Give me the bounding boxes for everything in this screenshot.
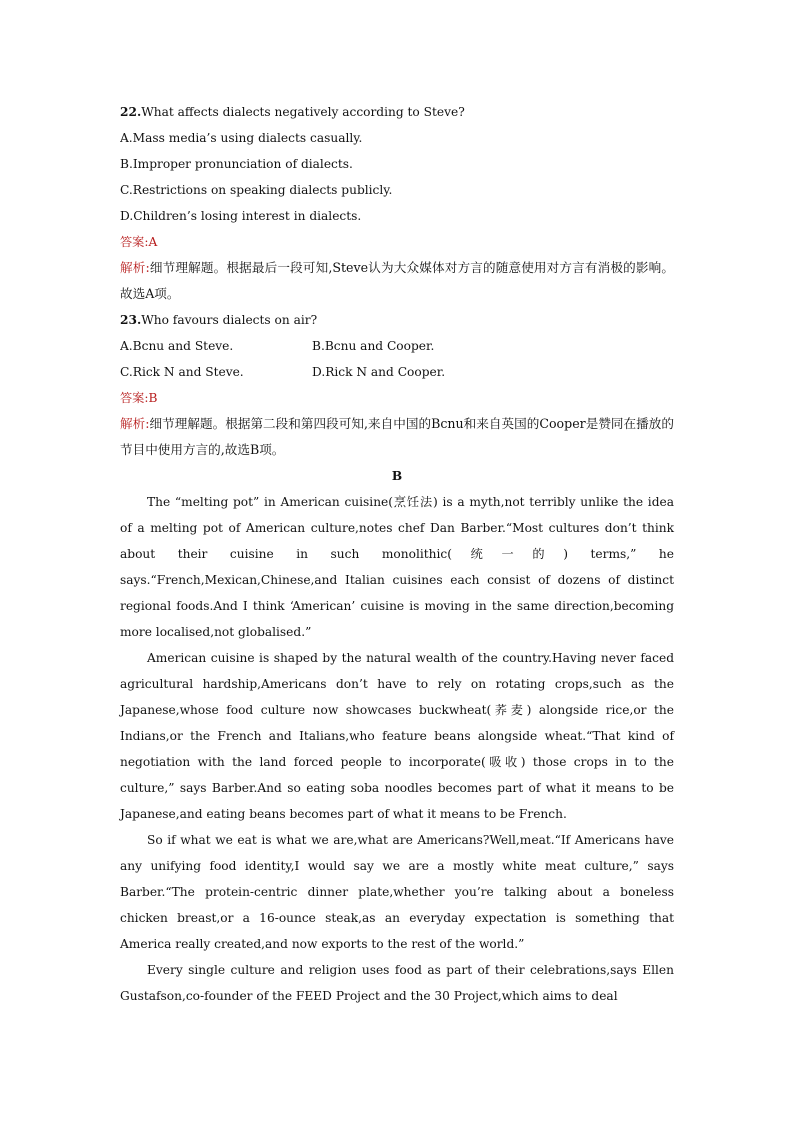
question-22-analysis-text: 细节理解题。根据最后一段可知,Steve认为大众媒体对方言的随意使用对方言有消极的影响。故选A项。 bbox=[120, 260, 674, 301]
question-22-analysis bbox=[120, 255, 674, 307]
question-23-analysis-text: 细节理解题。根据第二段和第四段可知,来自中国的Bcnu和来自英国的Cooper是赞同在播放的节目中使用方言的,故选B项。 bbox=[120, 416, 674, 457]
section-b bbox=[120, 463, 674, 1009]
question-23-option-b: B.Bcnu and Cooper. bbox=[312, 339, 435, 353]
question-22-option-d: D.Children’s losing interest in dialects. bbox=[120, 209, 362, 223]
question-23-analysis-label: 解析: bbox=[120, 416, 150, 431]
question-22-answer: 答案:A bbox=[120, 235, 158, 249]
question-23-option-c: C.Rick N and Steve. bbox=[120, 365, 244, 379]
question-23-option-a: A.Bcnu and Steve. bbox=[120, 339, 234, 353]
section-b-title: B bbox=[391, 469, 403, 483]
question-23-option-d: D.Rick N and Cooper. bbox=[312, 365, 446, 379]
section-b-paragraph-2: American cuisine is shaped by the natural wealth of the country.Having never faced agricultural hardship,Americans don’t have to rely on rotating crops,such as the Japanese,whose food culture now showcases buckwheat(荞麦) alongside rice,or the Indians,or the French and Italians,who feature beans alongside wheat.“That kind of negotiation with the land forced people to incorporate(吸收) those crops in to the culture,” says Barber.And so eating soba noodles becomes part of what it means to be Japanese,and eating beans becomes part of what it means to be French. bbox=[120, 651, 674, 821]
section-b-paragraph-4: Every single culture and religion uses food as part of their celebrations,says Ellen Gustafson,co-founder of the FEED Project and the 30 Project,which aims to deal bbox=[120, 963, 674, 1003]
question-23-options-row-1 bbox=[120, 333, 674, 359]
question-22 bbox=[120, 99, 674, 307]
question-22-analysis-label: 解析: bbox=[120, 260, 150, 275]
question-23-number: 23. bbox=[120, 313, 142, 327]
section-b-paragraph-1: The “melting pot” in American cuisine(烹饪法) is a myth,not terribly unlike the idea of a melting pot of American culture,notes chef Dan Barber.“Most cultures don’t think about their cuisine in such monolithic(统一的) terms,” he says.“French,Mexican,Chinese,and Italian cuisines each consist of dozens of distinct regional foods.And I think ‘American’ cuisine is moving in the same direction,becoming more localised,not globalised.” bbox=[120, 495, 674, 639]
question-23-text: Who favours dialects on air? bbox=[141, 313, 318, 327]
question-22-text: What affects dialects negatively according to Steve? bbox=[141, 105, 465, 119]
question-22-number: 22. bbox=[120, 105, 142, 119]
question-22-option-b: B.Improper pronunciation of dialects. bbox=[120, 157, 353, 171]
section-b-paragraph-3: So if what we eat is what we are,what are Americans?Well,meat.“If Americans have any unifying food identity,I would say we are a mostly white meat culture,” says Barber.“The protein-centric dinner plate,whether you’re talking about a boneless chicken breast,or a 16-ounce steak,as an everyday expectation is something that America really created,and now exports to the rest of the world.” bbox=[120, 833, 674, 951]
question-22-stem bbox=[120, 99, 674, 125]
question-22-option-c: C.Restrictions on speaking dialects publicly. bbox=[120, 183, 393, 197]
question-22-option-a: A.Mass media’s using dialects casually. bbox=[120, 131, 363, 145]
question-23-analysis bbox=[120, 411, 674, 463]
question-23-answer: 答案:B bbox=[120, 391, 158, 405]
question-23 bbox=[120, 307, 674, 463]
question-23-options-row-2 bbox=[120, 359, 674, 385]
question-23-stem bbox=[120, 307, 674, 333]
